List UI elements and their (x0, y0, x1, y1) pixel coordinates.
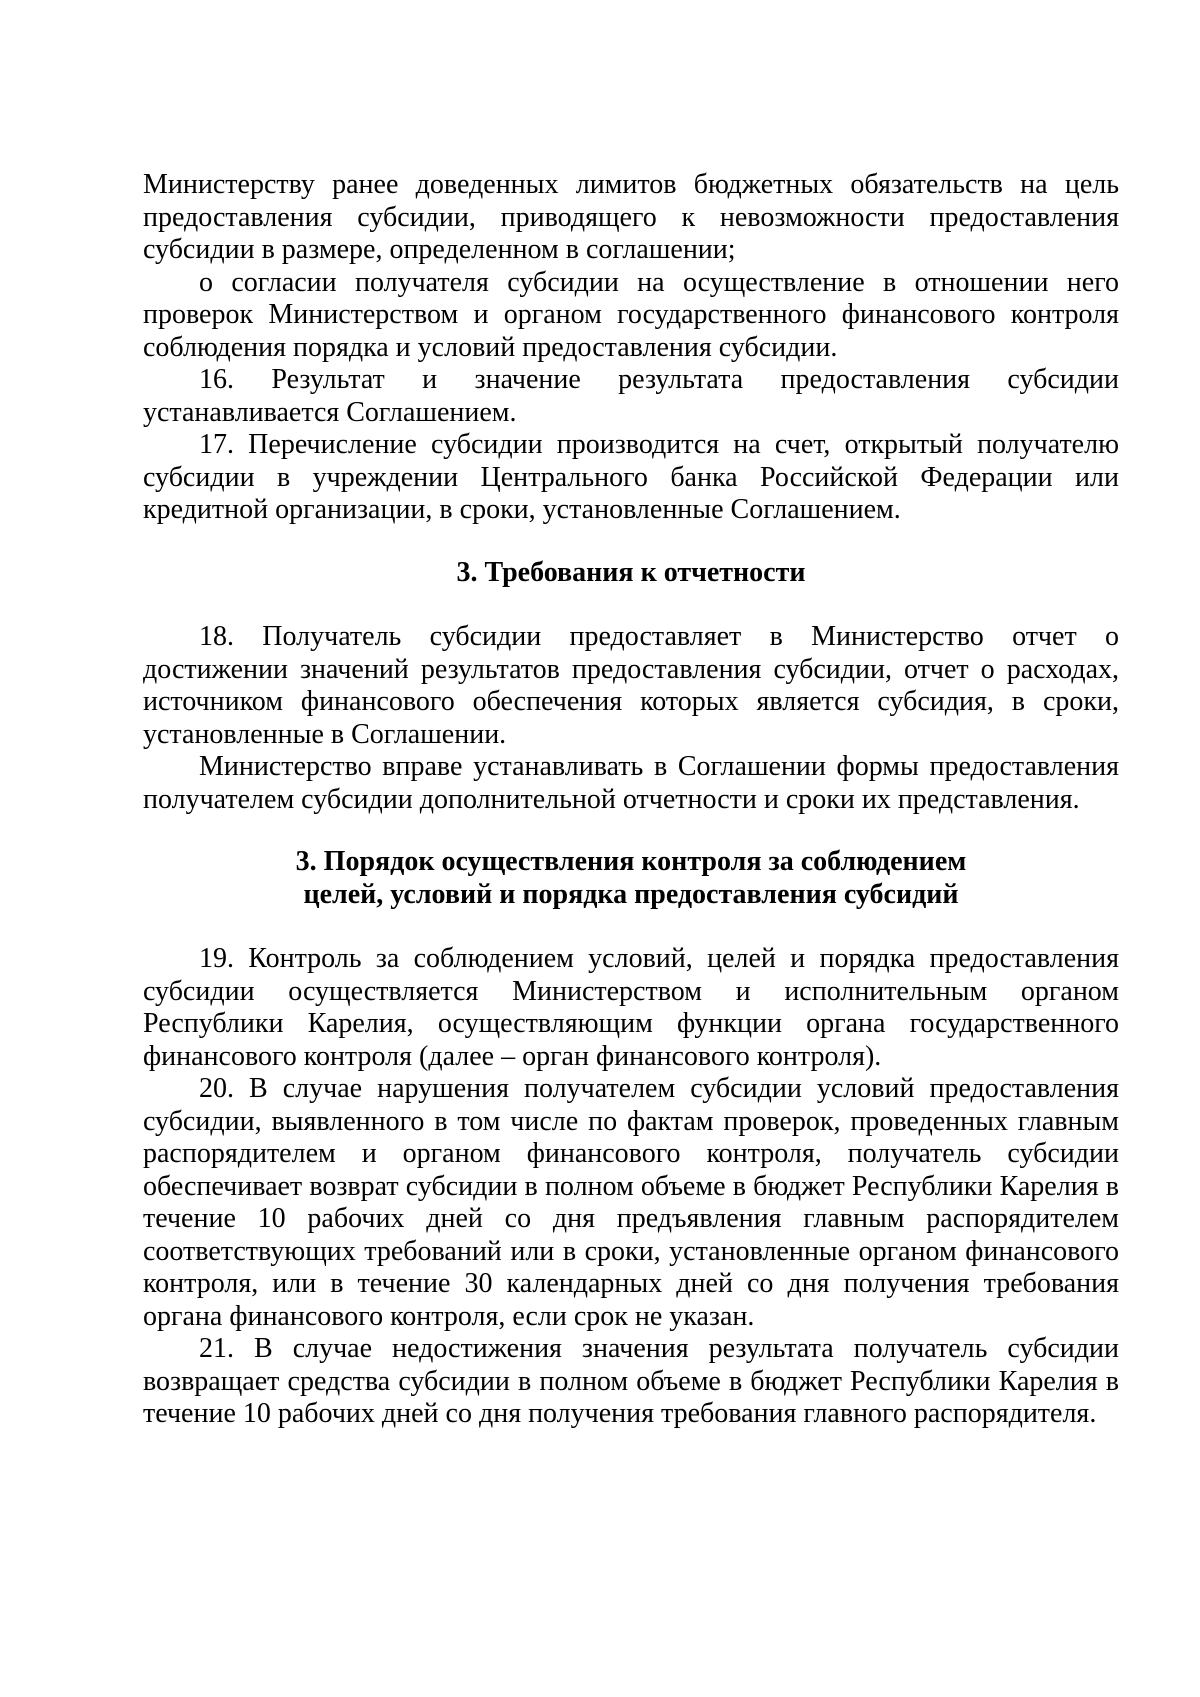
paragraph-intro: Министерству ранее доведенных лимитов бюджетных обязательств на цель предоставления субсидии, приводящего к невозможности предоставления субсидии в размере, определенном в соглашении; (143, 169, 1119, 265)
paragraph-18: 18. Получатель субсидии предоставляет в Министерство отчет о достижении значений результатов предоставления субсидии, отчет о расходах, источником финансового обеспечения которых является субсидия, в сроки, установленные в Соглашении. (143, 621, 1119, 750)
section-heading-control-line-1: 3. Порядок осуществления контроля за соблюдением (295, 846, 967, 877)
paragraph-18-extra: Министерство вправе устанавливать в Соглашении формы предоставления получателем субсидии дополнительной отчетности и сроки их представления. (143, 751, 1119, 815)
section-heading-control-line-2: целей, условий и порядка предоставления субсидий (303, 878, 959, 910)
section-heading-control (143, 846, 1119, 911)
paragraph-20: 20. В случае нарушения получателем субсидии условий предоставления субсидии, выявленного в том числе по фактам проверок, проведенных главным распорядителем и органом финансового контроля, получатель субсидии обеспечивает возврат субсидии в полном объеме в бюджет Республики Карелия в течение 10 рабочих дней со дня предъявления главным распорядителем соответствующих требований или в сроки, установленные органом финансового контроля, или в течение 30 календарных дней со дня получения требования органа финансового контроля, если срок не указан. (143, 1073, 1119, 1332)
paragraph-16: 16. Результат и значение результата предоставления субсидии устанавливается Соглашением. (143, 364, 1119, 428)
section-heading-reporting: 3. Требования к отчетности (456, 556, 806, 588)
paragraph-consent: о согласии получателя субсидии на осуществление в отношении него проверок Министерством и органом государственного финансового контроля соблюдения порядка и условий предоставления субсидии. (143, 266, 1119, 363)
paragraph-17: 17. Перечисление субсидии производится на счет, открытый получателю субсидии в учреждении Центрального банка Российской Федерации или кредитной организации, в сроки, установленные Соглашением. (143, 429, 1119, 525)
paragraph-21: 21. В случае недостижения значения результата получатель субсидии возвращает средства субсидии в полном объеме в бюджет Республики Карелия в течение 10 рабочих дней со дня получения требования главного распорядителя. (143, 1333, 1119, 1429)
document-page (143, 169, 1119, 1431)
paragraph-19: 19. Контроль за соблюдением условий, целей и порядка предоставления субсидии осуществляется Министерством и исполнительным органом Республики Карелия, осуществляющим функции органа государственного финансового контроля (далее – орган финансового контроля). (143, 943, 1119, 1072)
